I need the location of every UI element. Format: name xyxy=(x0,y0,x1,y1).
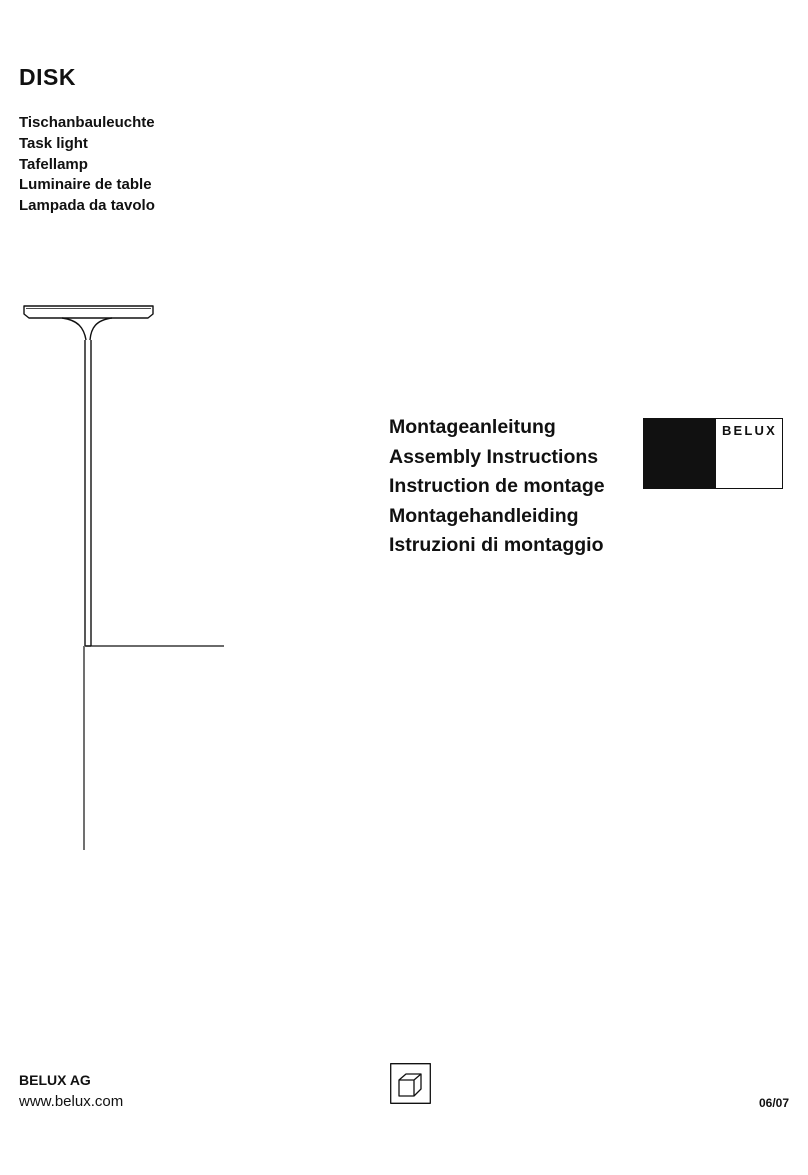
product-type-italian: Lampada da tavolo xyxy=(19,197,155,215)
cube-icon xyxy=(390,1063,431,1104)
instruction-title-german: Montageanleitung xyxy=(389,416,556,438)
product-type-english: Task light xyxy=(19,134,88,152)
product-title: DISK xyxy=(19,64,76,90)
instruction-title-italian: Istruzioni di montaggio xyxy=(389,534,604,556)
instruction-title-english: Assembly Instructions xyxy=(389,445,599,468)
instruction-title-dutch: Montagehandleiding xyxy=(389,504,579,527)
belux-logo xyxy=(643,418,783,489)
logo-white-block xyxy=(716,419,782,488)
company-name: BELUX AG xyxy=(19,1072,91,1088)
lamp-head xyxy=(24,306,153,318)
instruction-title-list xyxy=(389,413,605,561)
lamp-neck xyxy=(62,318,112,340)
product-type-dutch: Tafellamp xyxy=(19,155,88,173)
logo-black-block xyxy=(644,419,716,488)
date-code: 06/07 xyxy=(758,1096,789,1110)
company-website: www.belux.com xyxy=(19,1093,124,1110)
product-type-german: Tischanbauleuchte xyxy=(19,114,155,131)
logo-text: BELUX xyxy=(721,423,777,438)
product-type-french: Luminaire de table xyxy=(19,176,152,194)
lamp-drawing-icon xyxy=(0,0,240,860)
instruction-title-french: Instruction de montage xyxy=(389,475,605,497)
